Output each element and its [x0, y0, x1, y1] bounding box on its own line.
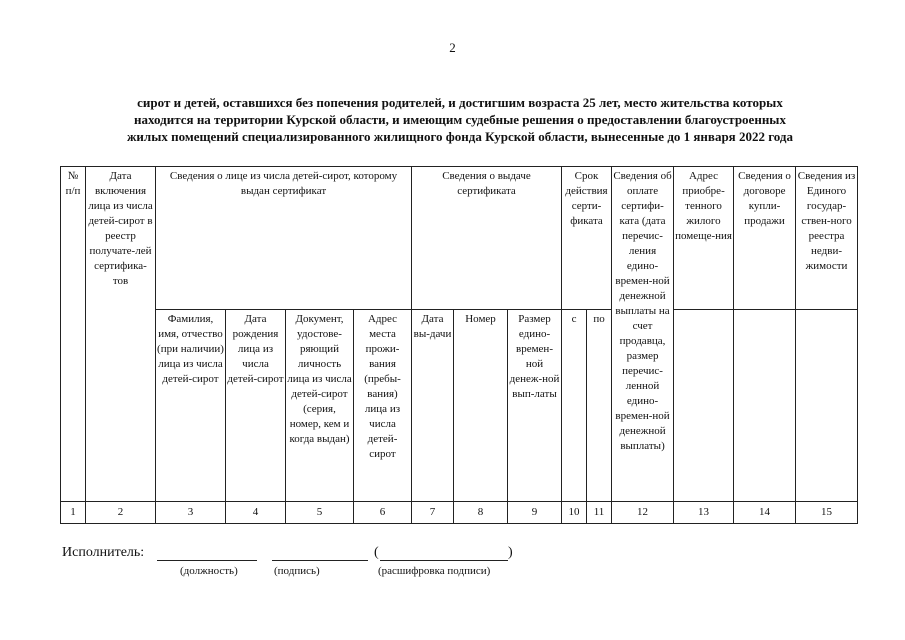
open-paren: ( [374, 545, 379, 560]
column-number: 3 [156, 502, 226, 524]
caption-signature: (подпись) [274, 565, 320, 577]
decoding-line [380, 560, 508, 561]
column-number: 8 [454, 502, 508, 524]
caption-decoding: (расшифровка подписи) [378, 565, 491, 577]
empty-cell [734, 310, 796, 502]
column-number: 4 [226, 502, 286, 524]
column-number: 9 [508, 502, 562, 524]
header-registry: Сведения из Единого государ-ствен-ного реестра недви-жимости [796, 167, 858, 310]
subheader-birth-date: Дата рождения лица из числа детей-сирот [226, 310, 286, 502]
position-line [157, 560, 257, 561]
heading-line: находится на территории Курской области, и имеющим судебные решения о предоставлении благоустроенных [134, 112, 786, 127]
column-number: 2 [86, 502, 156, 524]
column-number: 12 [612, 502, 674, 524]
page-number: 2 [449, 40, 456, 55]
header-person-info: Сведения о лице из числа детей-сирот, которому выдан сертификат [156, 167, 412, 310]
header-issue-info: Сведения о выдаче сертификата [412, 167, 562, 310]
column-number: 11 [587, 502, 612, 524]
subheader-id-document: Документ, удостове-ряющий личность лица из числа детей-сирот (серия, номер, кем и когда выдан) [286, 310, 354, 502]
column-number: 6 [354, 502, 412, 524]
header-number: № п/п [61, 167, 86, 502]
column-number: 14 [734, 502, 796, 524]
empty-cell [674, 310, 734, 502]
subheader-residence: Адрес места прожи-вания (пребы-вания) лица из числа детей-сирот [354, 310, 412, 502]
subheader-valid-to: по [587, 310, 612, 502]
header-address: Адрес приобре-тенного жилого помеще-ния [674, 167, 734, 310]
column-number: 7 [412, 502, 454, 524]
subheader-payment-amount: Размер едино-времен-ной денеж-ной вып-латы [508, 310, 562, 502]
column-number: 5 [286, 502, 354, 524]
executor-label: Исполнитель: [62, 545, 145, 560]
signature-line [272, 560, 368, 561]
certificate-register-table [60, 166, 858, 524]
heading-line: жилых помещений специализированного жилищного фонда Курской области, вынесенные до 1 января 2022 года [127, 129, 793, 144]
empty-cell [796, 310, 858, 502]
close-paren: ) [508, 545, 513, 560]
subheader-cert-number: Номер [454, 310, 508, 502]
column-number: 15 [796, 502, 858, 524]
signature-block [62, 545, 542, 585]
document-heading [60, 94, 860, 145]
header-validity: Срок действия серти-фиката [562, 167, 612, 310]
column-number: 13 [674, 502, 734, 524]
header-inclusion-date: Дата включения лица из числа детей-сирот в реестр получате-лей сертифика-тов [86, 167, 156, 502]
subheader-valid-from: с [562, 310, 587, 502]
subheader-fio: Фамилия, имя, отчество (при наличии) лица из числа детей-сирот [156, 310, 226, 502]
header-payment: Сведения об оплате сертифи-ката (дата перечис-ления едино-времен-ной денежной выплаты на счет продавца, размер перечис-ленной едино-времен-ной денежной выплаты) [612, 167, 674, 502]
column-number: 10 [562, 502, 587, 524]
caption-position: (должность) [180, 565, 238, 577]
header-contract: Сведения о договоре купли-продажи [734, 167, 796, 310]
subheader-issue-date: Дата вы-дачи [412, 310, 454, 502]
column-number: 1 [61, 502, 86, 524]
heading-line: сирот и детей, оставшихся без попечения родителей, и достигшим возраста 25 лет, место жительства которых [137, 95, 783, 110]
